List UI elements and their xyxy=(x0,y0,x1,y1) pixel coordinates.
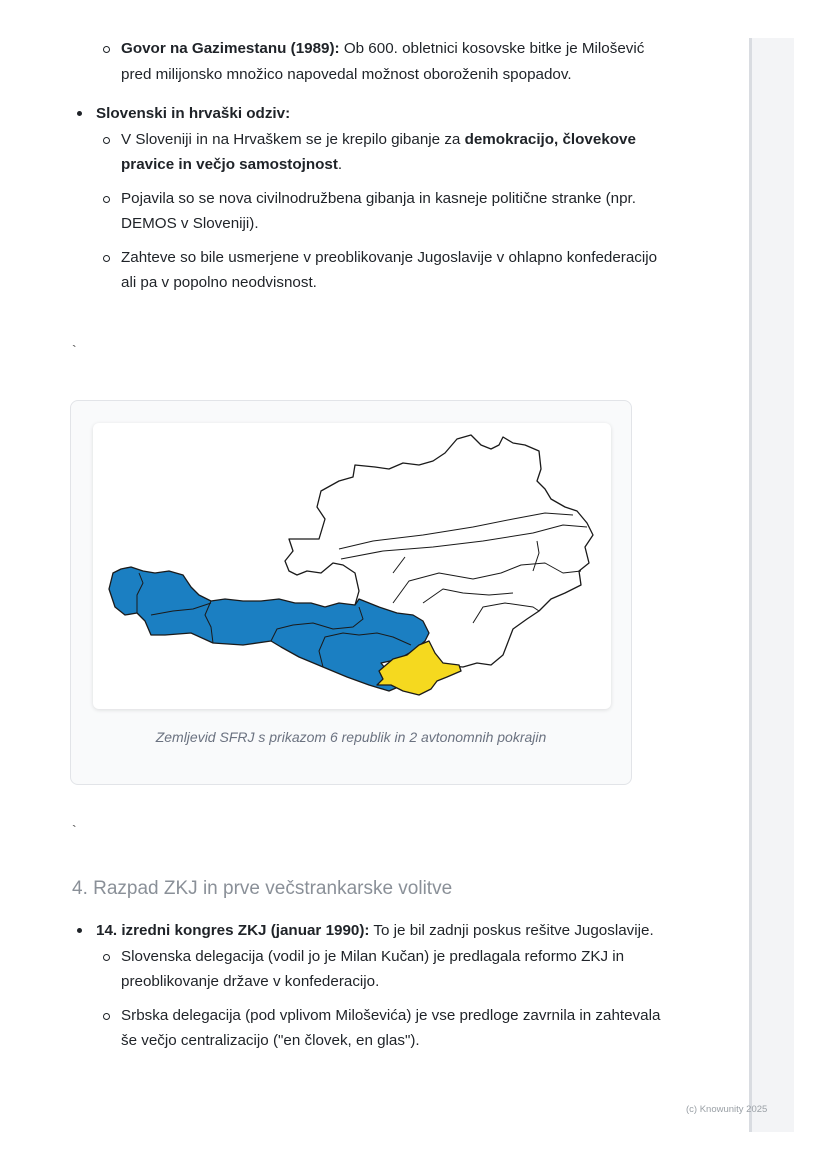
konfederacija-text: Zahteve so bile usmerjene v preoblikovanje Jugoslavije v ohlapno konfederacijo ali pa v popolno neodvisnost. xyxy=(121,248,658,291)
list-item-gazimestan xyxy=(72,36,662,87)
section-heading: 4. Razpad ZKJ in prve večstrankarske volitve xyxy=(72,878,453,899)
slovenska-delegacija-text: Slovenska delegacija (vodil jo je Milan Kučan) je predlagala reformo ZKJ in preoblikovanje države v konfederacijo. xyxy=(121,947,625,990)
content-top xyxy=(72,36,662,304)
gazimestan-label: Govor na Gazimestanu (1989): xyxy=(121,40,340,57)
gazimestan-text: Ob 600. obletnici kosovske bitke je Milošević pred milijonsko množico napovedal možnost oboroženih spopadov. xyxy=(121,40,645,83)
footer-copyright: (c) Knowunity 2025 xyxy=(686,1104,768,1115)
list-item-demos xyxy=(72,186,662,237)
srbska-delegacija-text: Srbska delegacija (pod vplivom Miloševića) je vse predloge zavrnila in zahtevala še večjo centralizacijo ("en človek, en glas"). xyxy=(121,1006,661,1049)
kongres-sublist xyxy=(72,944,662,1054)
map-figure xyxy=(70,400,632,785)
tick-mark-1: ` xyxy=(72,342,77,358)
list-item-konfederacija xyxy=(72,245,662,296)
slovenski-odziv-title: Slovenski in hrvaški odziv: xyxy=(96,105,291,122)
map-caption: Zemljevid SFRJ s prikazom 6 republik in 2 avtonomnih pokrajin xyxy=(155,729,547,745)
list-item-srbska-delegacija xyxy=(72,1003,662,1054)
demos-text: Pojavila so se nova civilnodružbena gibanja in kasneje politične stranke (npr. DEMOS v Sloveniji). xyxy=(121,189,636,232)
gazimestan-list xyxy=(72,36,662,87)
list-item-slovenska-delegacija xyxy=(72,944,662,995)
tick-mark-2: ` xyxy=(72,822,77,838)
slovenski-odziv-sublist xyxy=(72,127,662,296)
kongres-label: 14. izredni kongres ZKJ (januar 1990): xyxy=(96,922,370,939)
section-4-content xyxy=(72,918,662,1062)
section-4-list xyxy=(72,918,662,1054)
list-item-demokracija xyxy=(72,127,662,178)
demokracija-pre: V Sloveniji in na Hrvaškem se je krepilo gibanje za xyxy=(121,130,465,148)
main-list xyxy=(72,101,662,296)
demokracija-post: . xyxy=(337,156,343,173)
map-image xyxy=(93,423,611,709)
map-card xyxy=(93,423,611,709)
right-sidebar xyxy=(749,38,794,1132)
demokracija-bold: demokracijo, človekove pravice in večjo samostojnost xyxy=(121,130,636,173)
kongres-text: To je bil zadnji poskus rešitve Jugoslavije. xyxy=(369,922,654,939)
list-item-slovenski-odziv xyxy=(72,101,662,296)
list-item-kongres xyxy=(72,918,662,1054)
